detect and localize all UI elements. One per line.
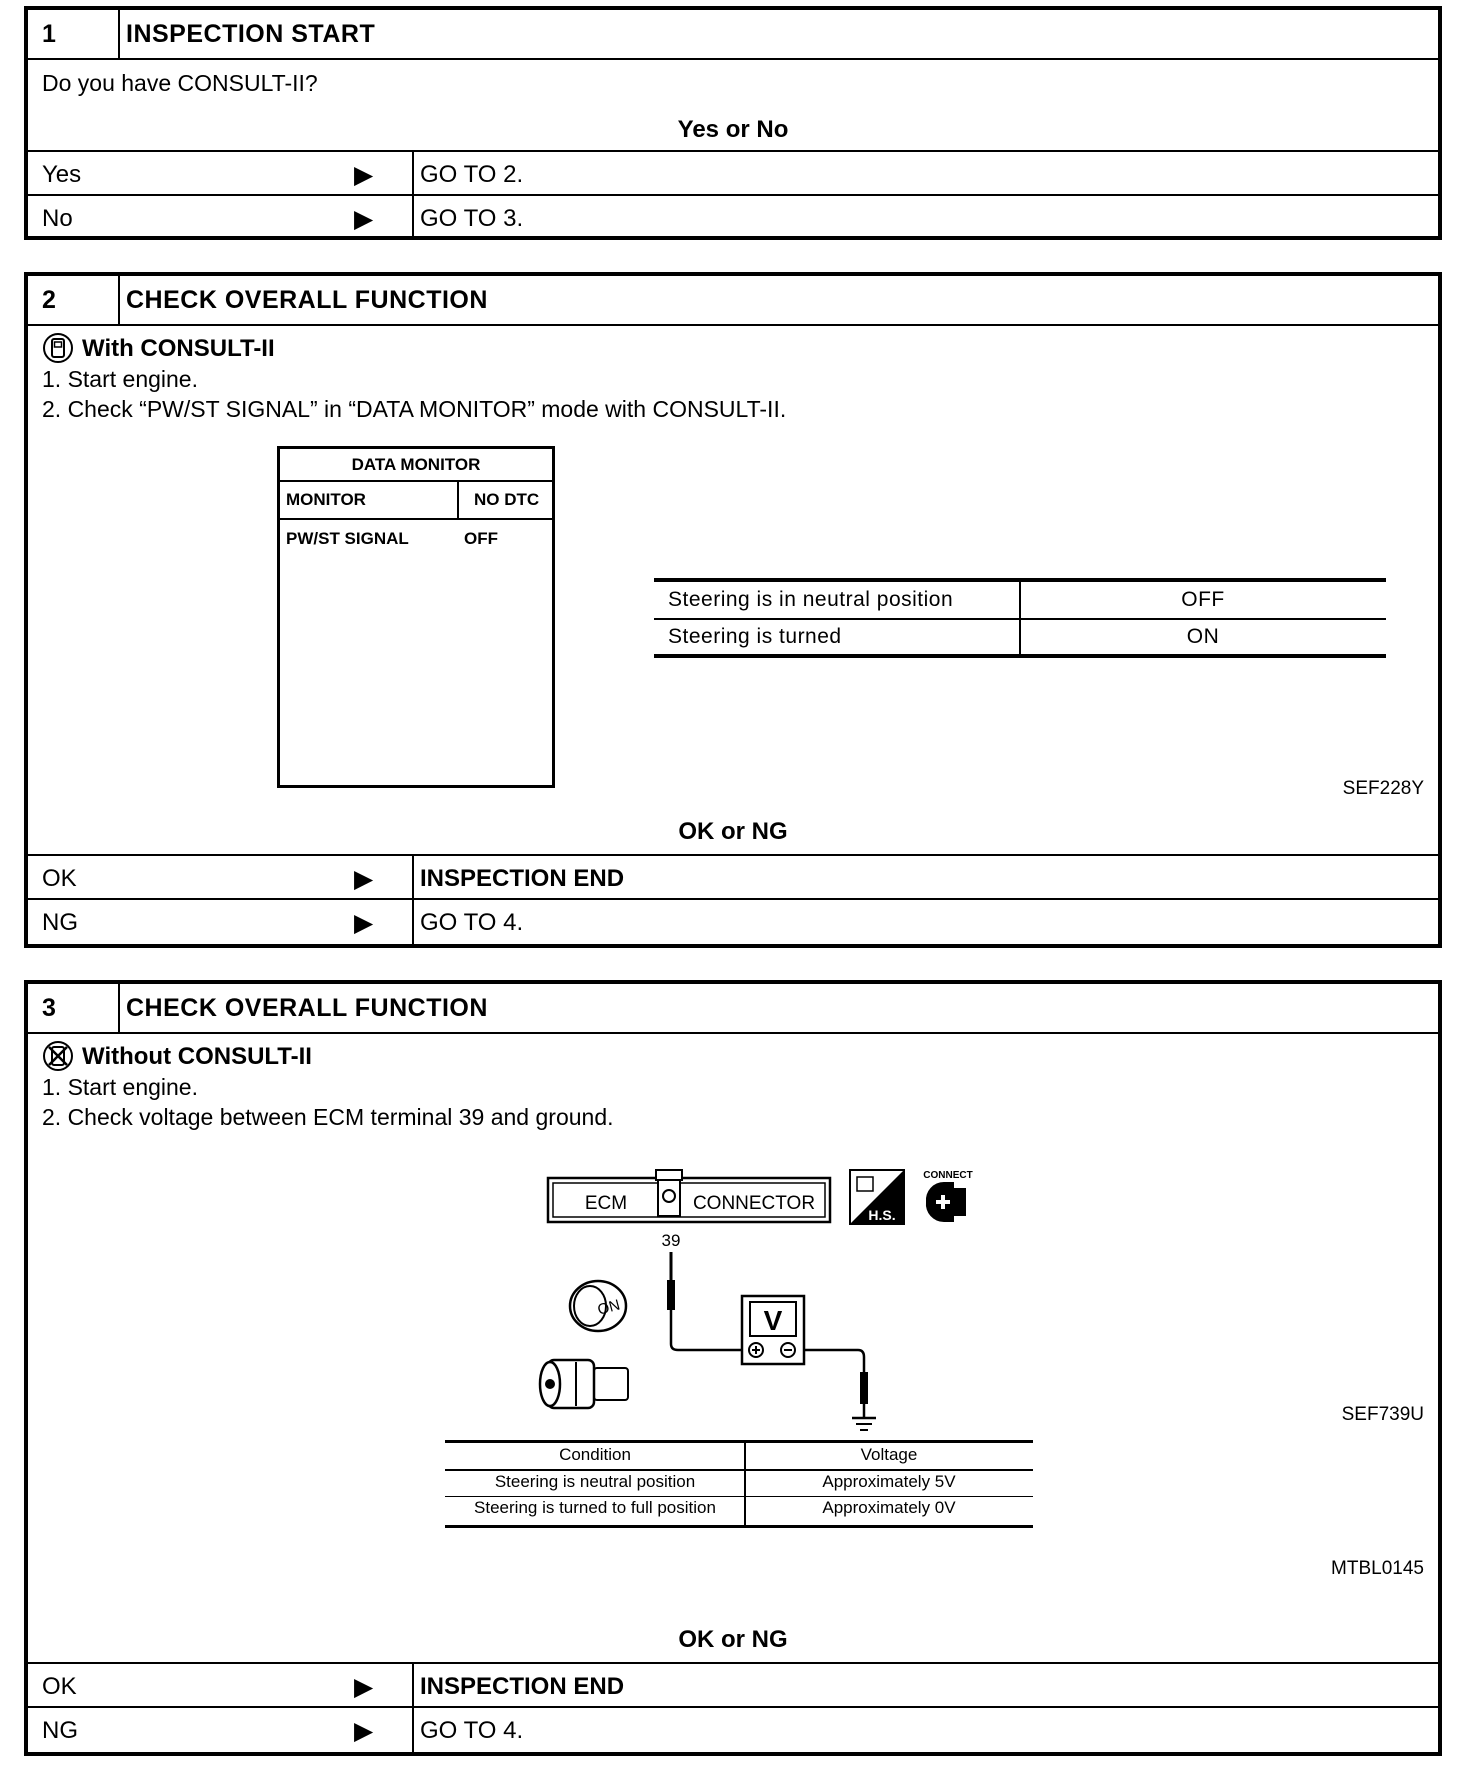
step-header xyxy=(28,984,1438,1034)
step-title: INSPECTION START xyxy=(126,20,376,48)
hs-icon: H.S. xyxy=(868,1207,896,1223)
option-row-ok[interactable] xyxy=(28,1662,1438,1708)
steering-state-table xyxy=(654,578,1386,658)
option-value: INSPECTION END xyxy=(420,865,625,892)
step-title: CHECK OVERALL FUNCTION xyxy=(126,994,488,1022)
option-key: NG xyxy=(42,909,78,936)
instruction-2: 2. Check “PW/ST SIGNAL” in “DATA MONITOR” mode with CONSULT-II. xyxy=(42,396,787,422)
instruction-1: 1. Start engine. xyxy=(42,366,198,392)
arrow-right-icon: ▶ xyxy=(354,909,374,937)
step-question: Do you have CONSULT-II? xyxy=(42,70,318,96)
table-row: Steering is turned to full position Approximately 0V xyxy=(474,1498,956,1517)
instruction-2: 2. Check voltage between ECM terminal 39 and ground. xyxy=(42,1104,614,1130)
ignition-key-icon xyxy=(570,1281,626,1331)
figure-reference: SEF739U xyxy=(1341,1404,1424,1425)
monitor-item: PW/ST SIGNAL xyxy=(286,529,409,548)
monitor-value: OFF xyxy=(464,529,498,548)
connector-label: CONNECTOR xyxy=(692,1193,816,1214)
option-value: INSPECTION END xyxy=(420,1673,625,1700)
arrow-right-icon: ▶ xyxy=(354,161,374,189)
table-row: Steering is turned ON xyxy=(668,625,1220,648)
connect-label: CONNECT xyxy=(923,1170,973,1181)
instruction-1: 1. Start engine. xyxy=(42,1074,198,1100)
arrow-right-icon: ▶ xyxy=(354,1717,374,1745)
step-number: 2 xyxy=(42,286,56,314)
engine-icon xyxy=(540,1360,628,1408)
mode-label: With CONSULT-II xyxy=(82,335,275,362)
step-3-block xyxy=(24,980,1442,1756)
decision-label: OK or NG xyxy=(678,818,788,845)
voltage-check-diagram xyxy=(518,1152,1038,1442)
option-value: GO TO 4. xyxy=(420,909,524,936)
arrow-right-icon: ▶ xyxy=(354,865,374,893)
option-row-ok[interactable] xyxy=(28,854,1438,900)
table-row: Steering is in neutral position OFF xyxy=(668,588,1225,611)
option-key: No xyxy=(42,205,73,232)
data-monitor-title: DATA MONITOR xyxy=(351,455,481,474)
status-column-header: NO DTC xyxy=(474,490,540,509)
option-row-ng[interactable] xyxy=(28,898,1438,944)
key-on-label: ON xyxy=(595,1296,622,1319)
option-key: OK xyxy=(42,1673,77,1700)
step-2-block xyxy=(24,272,1442,948)
option-key: OK xyxy=(42,865,77,892)
option-value: GO TO 4. xyxy=(420,1717,524,1744)
ecm-label: ECM xyxy=(584,1193,628,1214)
option-row-ng[interactable] xyxy=(28,1706,1438,1752)
decision-label: OK or NG xyxy=(678,1626,788,1653)
voltmeter-icon: V xyxy=(763,1305,783,1336)
option-value: GO TO 3. xyxy=(420,205,524,232)
option-value: GO TO 2. xyxy=(420,161,524,188)
arrow-right-icon: ▶ xyxy=(354,205,374,233)
mode-label: Without CONSULT-II xyxy=(82,1043,312,1070)
option-row-yes[interactable] xyxy=(28,150,1438,196)
figure-reference: SEF228Y xyxy=(1342,778,1424,799)
option-key: Yes xyxy=(42,161,82,188)
option-row-no[interactable] xyxy=(28,194,1438,240)
step-header xyxy=(28,276,1438,326)
step-number: 3 xyxy=(42,994,56,1022)
data-monitor-screen xyxy=(277,446,555,788)
decision-label: Yes or No xyxy=(677,116,789,143)
terminal-number: 39 xyxy=(661,1231,681,1250)
option-key: NG xyxy=(42,1717,78,1744)
voltage-table xyxy=(445,1440,1033,1528)
step-1-block xyxy=(24,6,1442,240)
step-header xyxy=(28,10,1438,60)
table-row: Steering is neutral position Approximately 5V xyxy=(494,1472,956,1491)
arrow-right-icon: ▶ xyxy=(354,1673,374,1701)
consult-icon xyxy=(42,332,74,364)
monitor-column-header: MONITOR xyxy=(286,490,366,509)
no-consult-icon xyxy=(42,1040,74,1072)
step-title: CHECK OVERALL FUNCTION xyxy=(126,286,488,314)
table-reference: MTBL0145 xyxy=(1331,1558,1424,1579)
step-number: 1 xyxy=(42,20,56,48)
table-header-row: Condition Voltage xyxy=(559,1445,918,1464)
